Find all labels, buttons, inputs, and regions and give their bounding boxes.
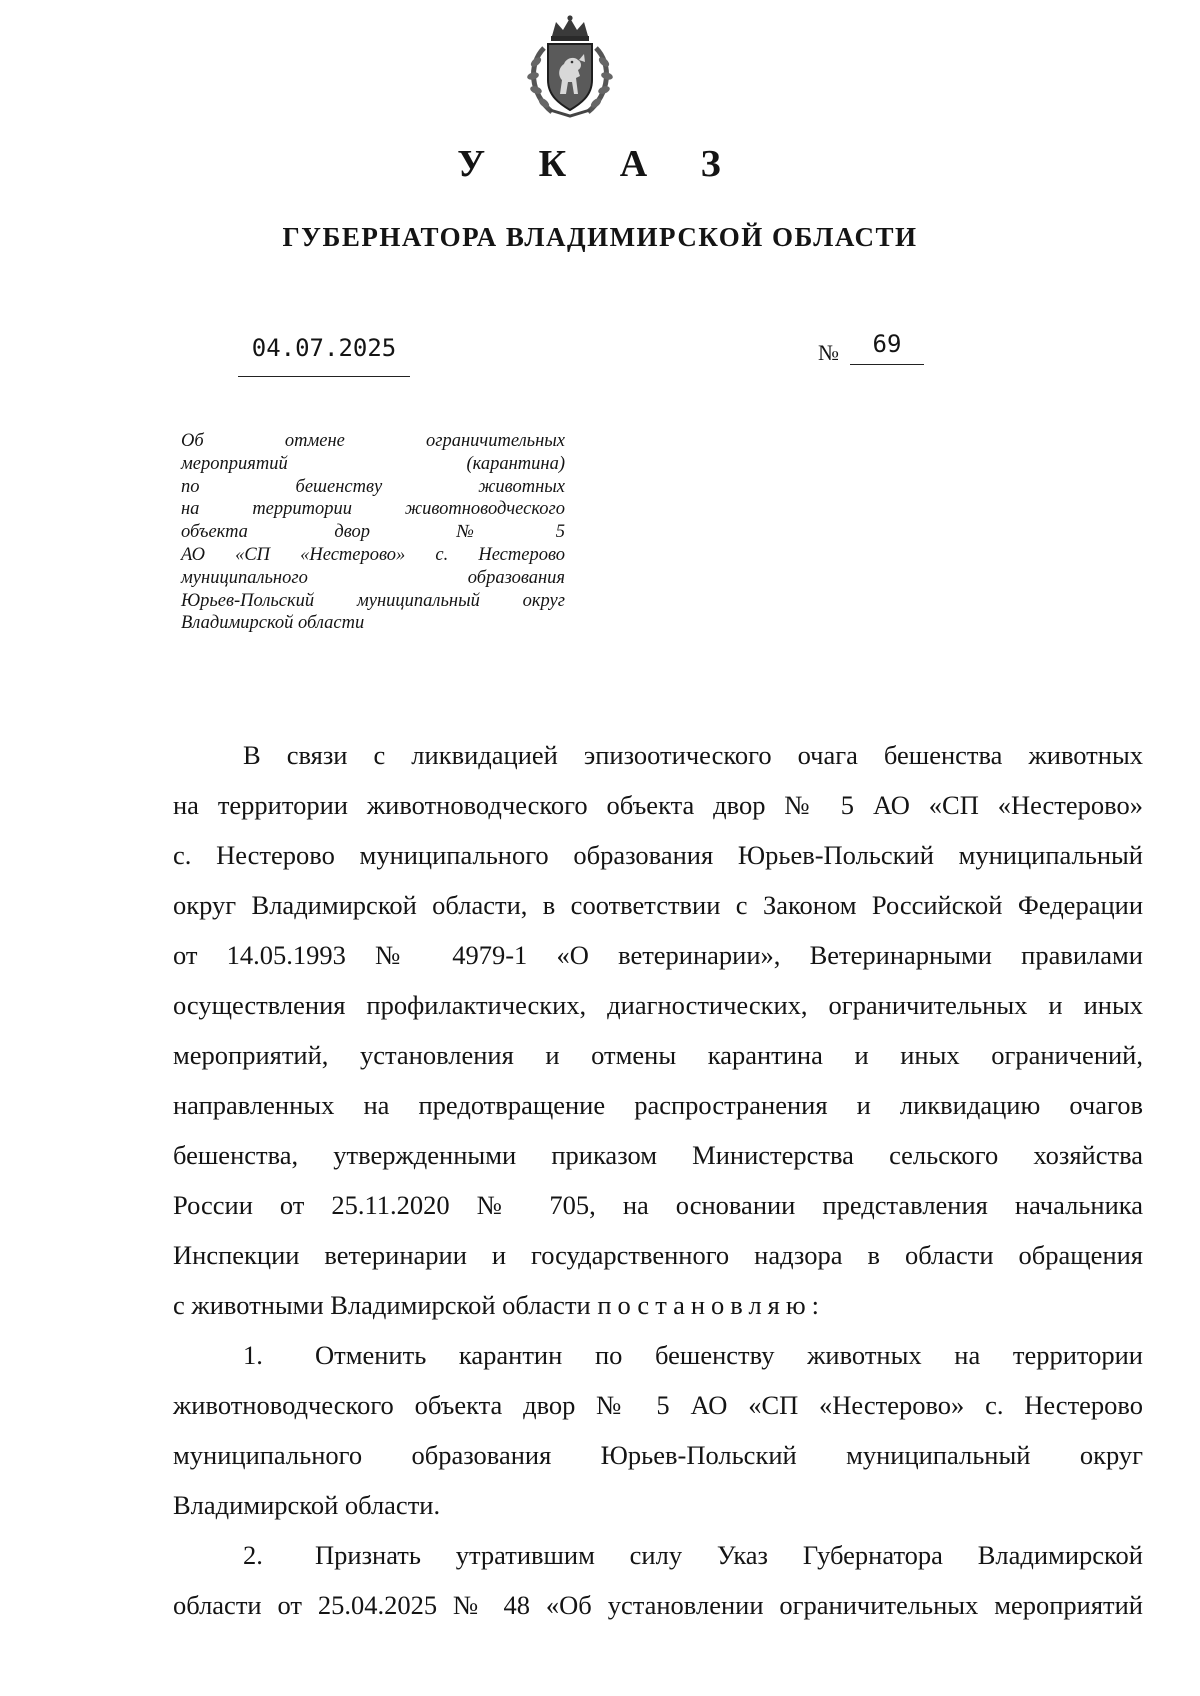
number-value: 69 [850, 330, 924, 365]
preamble-line: с животными Владимирской области [173, 1290, 591, 1320]
subject-line: Владимирской области [181, 613, 365, 634]
subject-line: объекта двор №5 [181, 522, 565, 543]
item-line: области от 25.04.2025 № 48 «Об установлении ограничительных мероприятий [173, 1590, 1143, 1620]
subject-line: мероприятий (карантина) [181, 453, 565, 474]
item-text: Отменить карантин по бешенству животных на территории [315, 1340, 1143, 1370]
item-line [173, 1330, 1143, 1380]
preamble-line: направленных на предотвращение распространения и ликвидацию очагов [173, 1090, 1143, 1120]
item-number: 1. [243, 1340, 263, 1370]
item-text: Признать утратившим силу Указ Губернатора Владимирской [315, 1540, 1143, 1570]
subject-line: на территории животноводческого [181, 499, 565, 520]
item-line: животноводческого объекта двор № 5 АО «СП «Нестерово» с. Нестерово [173, 1390, 1143, 1420]
item-line [173, 1530, 1143, 1580]
preamble-line: округ Владимирской области, в соответствии с Законом Российской Федерации [173, 890, 1143, 920]
preamble-line: осуществления профилактических, диагностических, ограничительных и иных [173, 990, 1143, 1020]
preamble-line: бешенства, утвержденными приказом Министерства сельского хозяйства [173, 1140, 1143, 1170]
preamble-last-line [173, 1280, 1143, 1330]
item-line: муниципального образования Юрьев-Польский муниципальный округ [173, 1440, 1143, 1470]
preamble-line: мероприятий, установления и отмены карантина и иных ограничений, [173, 1040, 1143, 1070]
preamble-line: России от 25.11.2020 № 705, на основании представления начальника [173, 1190, 1143, 1220]
document-date: 04.07.2025 [238, 334, 410, 377]
decree-subject [181, 430, 565, 635]
document-type-title: У К А З [457, 143, 743, 185]
preamble-line: В связи с ликвидацией эпизоотического очага бешенства животных [243, 740, 1143, 770]
item-2 [173, 1530, 1143, 1630]
preamble-line: на территории животноводческого объекта двор № 5 АО «СП «Нестерово» [173, 790, 1143, 820]
preamble-paragraph [173, 730, 1143, 1330]
issuer-title: ГУБЕРНАТОРА ВЛАДИМИРСКОЙ ОБЛАСТИ [282, 222, 918, 252]
preamble-line: с. Нестерово муниципального образования Юрьев-Польский муниципальный [173, 840, 1143, 870]
item-line: Владимирской области. [173, 1490, 441, 1520]
subject-line: муниципального образования [181, 567, 565, 588]
preamble-line: от 14.05.1993 № 4979-1 «О ветеринарии», Ветеринарными правилами [173, 940, 1143, 970]
decree-word: постановляю: [597, 1290, 826, 1320]
item-number: 2. [243, 1540, 263, 1570]
subject-line: по бешенству животных [181, 476, 565, 497]
subject-line: Юрьев-Польский муниципальный округ [181, 590, 565, 611]
item-1 [173, 1330, 1143, 1530]
subject-line: АО «СП «Нестерово» с. Нестерово [181, 544, 565, 565]
number-sign: № [818, 340, 839, 365]
coat-of-arms-icon [522, 14, 618, 118]
subject-line: Об отмене ограничительных [181, 431, 565, 451]
preamble-line: Инспекции ветеринарии и государственного надзора в области обращения [173, 1240, 1143, 1270]
decree-body [173, 730, 1143, 1630]
